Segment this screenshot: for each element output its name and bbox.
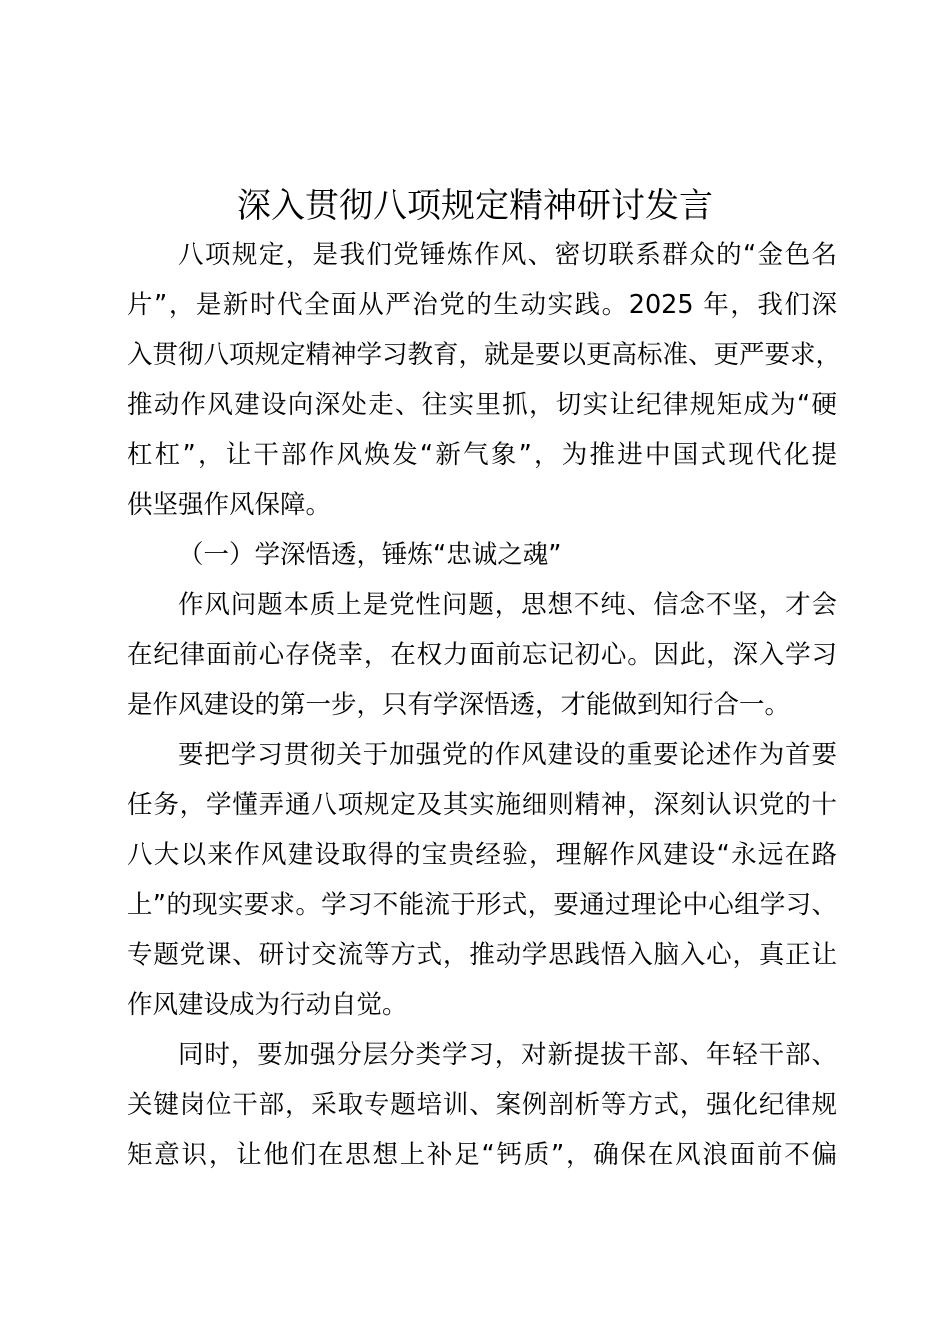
paragraph-line: 作风建设成为行动自觉。 <box>127 990 408 1020</box>
paragraph-line: 推动作风建设向深处走、往实里抓，切实让纪律规矩成为“硬 <box>127 390 837 420</box>
paragraph-line: 专题党课、研讨交流等方式，推动学思践悟入脑入心，真正让 <box>127 940 837 970</box>
paragraph-line: 杠杠”，让干部作风焕发“新气象”，为推进中国式现代化提 <box>127 440 837 470</box>
paragraph-line: 八大以来作风建设取得的宝贵经验，理解作风建设“永远在路 <box>127 840 837 870</box>
paragraph-line: 任务，学懂弄通八项规定及其实施细则精神，深刻认识党的十 <box>127 790 837 820</box>
paragraph-line: 上”的现实要求。学习不能流于形式，要通过理论中心组学习、 <box>127 890 837 920</box>
paragraph-line: 作风问题本质上是党性问题，思想不纯、信念不坚，才会 <box>178 590 837 620</box>
paragraph-line: 在纪律面前心存侥幸，在权力面前忘记初心。因此，深入学习 <box>127 640 837 670</box>
document-title: 深入贯彻八项规定精神研讨发言 <box>237 186 713 226</box>
paragraph-line: 同时，要加强分层分类学习，对新提拔干部、年轻干部、 <box>178 1040 837 1070</box>
section-heading: （一）学深悟透，锤炼“忠诚之魂” <box>178 540 562 570</box>
paragraph-line: 要把学习贯彻关于加强党的作风建设的重要论述作为首要 <box>178 740 837 770</box>
paragraph-line: 是作风建设的第一步，只有学深悟透，才能做到知行合一。 <box>127 690 791 720</box>
paragraph-line: 矩意识，让他们在思想上补足“钙质”，确保在风浪面前不偏 <box>127 1140 837 1170</box>
paragraph-line: 入贯彻八项规定精神学习教育，就是要以更高标准、更严要求， <box>127 340 842 370</box>
paragraph-line: 八项规定，是我们党锤炼作风、密切联系群众的“金色名 <box>178 240 837 270</box>
paragraph-line: 供坚强作风保障。 <box>127 490 332 520</box>
paragraph-line: 片”，是新时代全面从严治党的生动实践。2025 年，我们深 <box>127 290 837 320</box>
paragraph-line: 关键岗位干部，采取专题培训、案例剖析等方式，强化纪律规 <box>127 1090 837 1120</box>
